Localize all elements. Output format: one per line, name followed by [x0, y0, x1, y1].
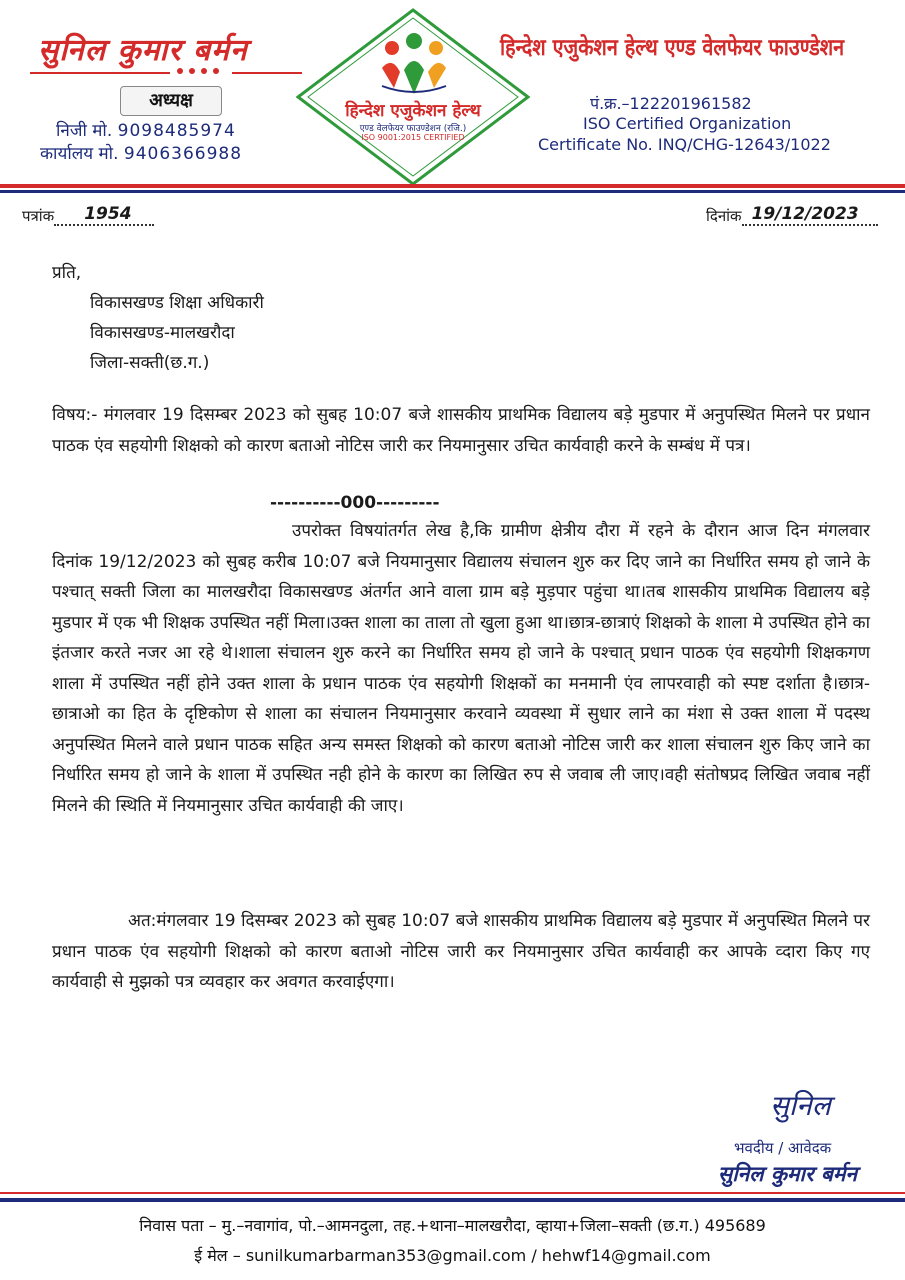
date-label: दिनांक [706, 207, 742, 225]
divider [30, 72, 170, 74]
body-paragraph-2: अत:मंगलवार 19 दिसम्बर 2023 को सुबह 10:07 बजे शासकीय प्राथमिक विद्यालय बड़े मुडपार में अनुपस्थित मिलने पर प्रधान पाठक एंव सहयोगी शिक्षको को कारण बताओ नोटिस जारी कर नियमानुसार उचित कार्यवाही कर आपके व्दारा किए गए कार्यवाही से मुझको पत्र व्यवहार कर अवगत करवाईएगा। [52, 911, 870, 992]
body-paragraph-1: उपरोक्त विषयांतर्गत लेख है,कि ग्रामीण क्षेत्रीय दौरा में रहने के दौरान आज दिन मंगलवार दिनांक 19/12/2023 को सुबह करीब 10:07 बजे नियमानुसार विद्यालय संचालन शुरु कर दिए जाने का निर्धारित समय हो जाने के पश्चात् सक्ती जिला का मालखरौदा विकासखण्ड अंतर्गत आने वाला ग्राम बड़े मुड़पार पहुंचा था।तब शासकीय प्राथमिक विद्यालय बड़े मुडपार में एक भी शिक्षक उपस्थित नहीं मिला।उक्त शाला का ताला तो खुला हुआ था।छात्र-छात्राएं शिक्षको के शाला मे उपस्थित होने का इंतजार करते नजर आ रहे थे।शाला संचालन शुरु करने का निर्धारित समय हो जाने के पश्चात् प्रधान पाठक एंव सहयोगी शिक्षकगण शाला में उपस्थित नहीं होने उक्त शाला के प्रधान पाठक एंव सहयोगी शिक्षकों का मनमानी एंव लापरवाही को स्पष्ट दर्शाता है।छात्र-छात्राओ का हित के दृष्टिकोण से शाला का संचालन नियमानुसार करवाने व्यवस्था में सुधार लाने का मंशा से उक्त शाला में पदस्थ अनुपस्थित मिलने वाले प्रधान पाठक सहित अन्य समस्त शिक्षको को कारण बताओ नोटिस जारी कर शाला संचालन शुरु किए जाने का निर्धारित समय हो जाने के शाला में उपस्थित नही होने के कारण का लिखित रुप से जवाब ली जाए।वही संतोषप्रद लिखित जवाब नहीं मिलने की स्थिति में नियमानुसार उचित कार्यवाही की जाए। [52, 521, 870, 816]
logo-emblem-icon [296, 8, 530, 186]
registration-number: पं.क्र.–122201961582 [590, 94, 752, 113]
logo-iso: ISO 9001:2015 CERTIFIED [361, 133, 465, 142]
to-line: जिला-सक्ती(छ.ग.) [90, 353, 210, 373]
closing-label: भवदीय / आवेदक [734, 1139, 832, 1157]
footer-address: निवास पता – मु.–नवागांव, पो.–आमनदुला, तह.+थाना–मालखरौदा, व्हाया+जिला–सक्ती (छ.ग.) 495689 [139, 1216, 766, 1235]
date-line [706, 206, 878, 228]
organization-logo [296, 8, 530, 186]
date-dots [742, 204, 878, 226]
to-line: विकासखण्ड-मालखरौदा [90, 323, 235, 343]
reference-number: 1954 [84, 204, 132, 224]
reference-line [22, 206, 154, 228]
footer-email: ई मेल – sunilkumarbarman353@gmail.com / hehwf14@gmail.com [194, 1246, 711, 1265]
reference-label: पत्रांक [22, 207, 55, 225]
footer-divider [0, 1198, 905, 1202]
divider [232, 72, 302, 74]
subject: विषय:- मंगलवार 19 दिसम्बर 2023 को सुबह 10:07 बजे शासकीय प्राथमिक विद्यालय बड़े मुडपार में अनुपस्थित मिलने पर प्रधान पाठक एंव सहयोगी शिक्षको को कारण बताओ नोटिस जारी कर नियमानुसार उचित कार्यवाही करने के सम्बंध में पत्र। [52, 405, 870, 456]
personal-phone-label: निजी मो. [56, 121, 113, 141]
handwritten-signature: सुनिल [770, 1089, 831, 1122]
signatory-name: सुनिल कुमार बर्मन [718, 1162, 858, 1186]
sender-name: सुनिल कुमार बर्मन [38, 33, 248, 68]
designation-badge: अध्यक्ष [120, 86, 222, 116]
footer-divider [0, 1192, 905, 1194]
office-phone-label: कार्यालय मो. [40, 144, 119, 164]
separator: ----------000--------- [270, 493, 440, 513]
personal-phone [56, 118, 236, 141]
header-divider [0, 190, 905, 193]
organization-name: हिन्देश एजुकेशन हेल्थ एण्ड वेलफेयर फाउण्डेशन [500, 35, 845, 61]
iso-line: ISO Certified Organization [583, 114, 792, 133]
certificate-number: Certificate No. INQ/CHG-12643/1022 [538, 135, 831, 154]
office-phone-value: 9406366988 [123, 144, 243, 164]
logo-subtitle: एण्ड वेलफेयर फाउण्डेशन (रजि.) [359, 124, 467, 134]
office-phone [40, 141, 242, 164]
personal-phone-value: 9098485974 [117, 121, 236, 141]
to-label: प्रति, [52, 263, 82, 283]
reference-dots [54, 204, 154, 226]
date-value: 19/12/2023 [751, 204, 859, 224]
to-line: विकासखण्ड शिक्षा अधिकारी [90, 293, 264, 313]
ornament-icon [170, 66, 230, 76]
logo-title: हिन्देश एजुकेशन हेल्थ [345, 101, 481, 121]
header-divider [0, 184, 905, 188]
